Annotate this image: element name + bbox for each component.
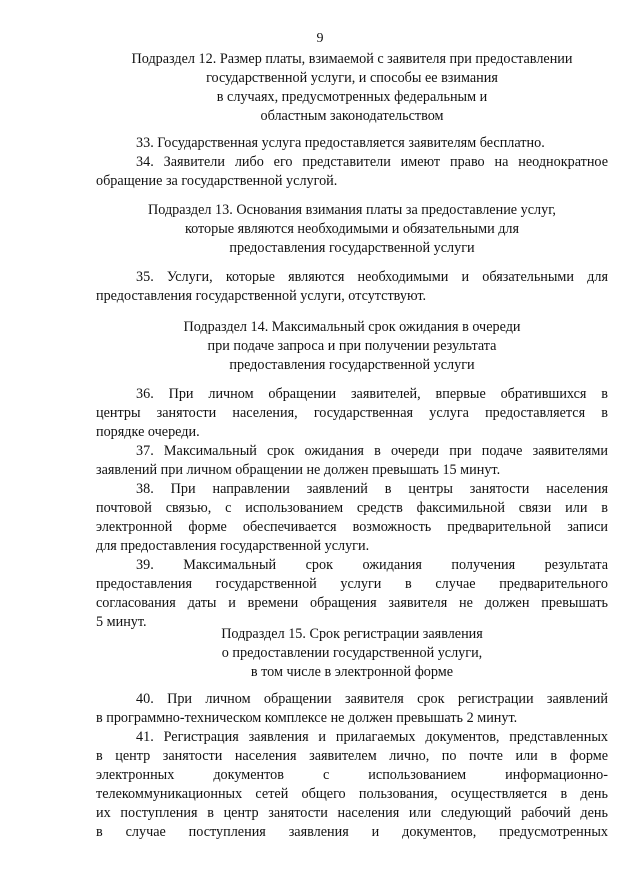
paragraph-line: 39. Максимальный срок ожидания получения результата [136, 557, 608, 573]
paragraph-line: 35. Услуги, которые являются необходимыми и обязательными для [136, 269, 608, 285]
paragraph-line: 34. Заявители либо его представители имеют право на неоднократное [136, 154, 608, 170]
heading-line: Подраздел 13. Основания взимания платы за предоставление услуг, [148, 202, 556, 218]
paragraph-line: предоставления государственной услуги в случае предварительного [96, 576, 608, 592]
heading-line: областным законодательством [260, 108, 444, 124]
section-14-heading [96, 318, 608, 375]
paragraph-40 [96, 690, 608, 728]
paragraph-35 [96, 268, 608, 306]
paragraph-line: для предоставления государственной услуги. [96, 538, 370, 554]
paragraph-38 [96, 480, 608, 556]
paragraph-36 [96, 385, 608, 442]
paragraph-line: почтовой связью, с использованием средств факсимильной связи или в [96, 500, 608, 516]
paragraph-line: 33. Государственная услуга предоставляется заявителям бесплатно. [136, 135, 545, 151]
paragraph-line: их поступления в центр занятости населения или следующий рабочий день [96, 805, 608, 821]
heading-line: предоставления государственной услуги [229, 357, 475, 373]
section-12-heading [96, 50, 608, 126]
paragraph-line: порядке очереди. [96, 424, 200, 440]
heading-line: которые являются необходимыми и обязательными для [184, 221, 520, 237]
paragraph-line: телекоммуникационных сетей общего пользования, осуществляется в день [96, 786, 608, 802]
paragraph-line: в случае поступления заявления и документов, предусмотренных [96, 824, 608, 840]
heading-line: в случаях, предусмотренных федеральным и [216, 89, 488, 105]
paragraph-line: электронных документов с использованием информационно- [96, 767, 608, 783]
paragraph-41 [96, 728, 608, 842]
section-13-heading [96, 201, 608, 258]
paragraph-line: в центр занятости населения заявителем лично, по почте или в форме [96, 748, 608, 764]
paragraph-line: 38. При направлении заявлений в центры занятости населения [136, 481, 608, 497]
paragraph-34 [96, 153, 608, 191]
heading-line: о предоставлении государственной услуги, [221, 645, 483, 661]
paragraph-line: 37. Максимальный срок ожидания в очереди при подаче заявителями [136, 443, 608, 459]
paragraph-33 [96, 134, 608, 153]
page-number: 9 [316, 31, 324, 46]
paragraph-line: центры занятости населения, государственная услуга предоставляется в [96, 405, 608, 421]
heading-line: предоставления государственной услуги [229, 240, 475, 256]
heading-line: при подаче запроса и при получении результата [207, 338, 497, 354]
paragraph-line: заявлений при личном обращении не должен превышать 15 минут. [96, 462, 501, 478]
paragraph-line: 36. При личном обращении заявителей, впервые обратившихся в [136, 386, 608, 402]
paragraph-37 [96, 442, 608, 480]
paragraph-line: обращение за государственной услугой. [96, 173, 338, 189]
paragraph-line: электронной форме обеспечивается возможность предварительной записи [96, 519, 608, 535]
paragraph-line: в программно-техническом комплексе не должен превышать 2 минут. [96, 710, 518, 726]
paragraph-line: согласования даты и времени обращения заявителя не должен превышать [96, 595, 608, 611]
paragraph-line: 5 минут. [96, 614, 147, 630]
heading-line: Подраздел 14. Максимальный срок ожидания в очереди [183, 319, 521, 335]
heading-line: Подраздел 12. Размер платы, взимаемой с заявителя при предоставлении [131, 51, 573, 67]
heading-line: государственной услуги, и способы ее взимания [206, 70, 498, 86]
paragraph-line: 40. При личном обращении заявителя срок регистрации заявлений [136, 691, 608, 707]
heading-line: Подраздел 15. Срок регистрации заявления [221, 626, 483, 642]
paragraph-line: 41. Регистрация заявления и прилагаемых документов, представленных [136, 729, 608, 745]
section-15-heading [96, 625, 608, 682]
paragraph-39 [96, 556, 608, 632]
paragraph-line: предоставления государственной услуги, отсутствуют. [96, 288, 427, 304]
heading-line: в том числе в электронной форме [250, 664, 454, 680]
